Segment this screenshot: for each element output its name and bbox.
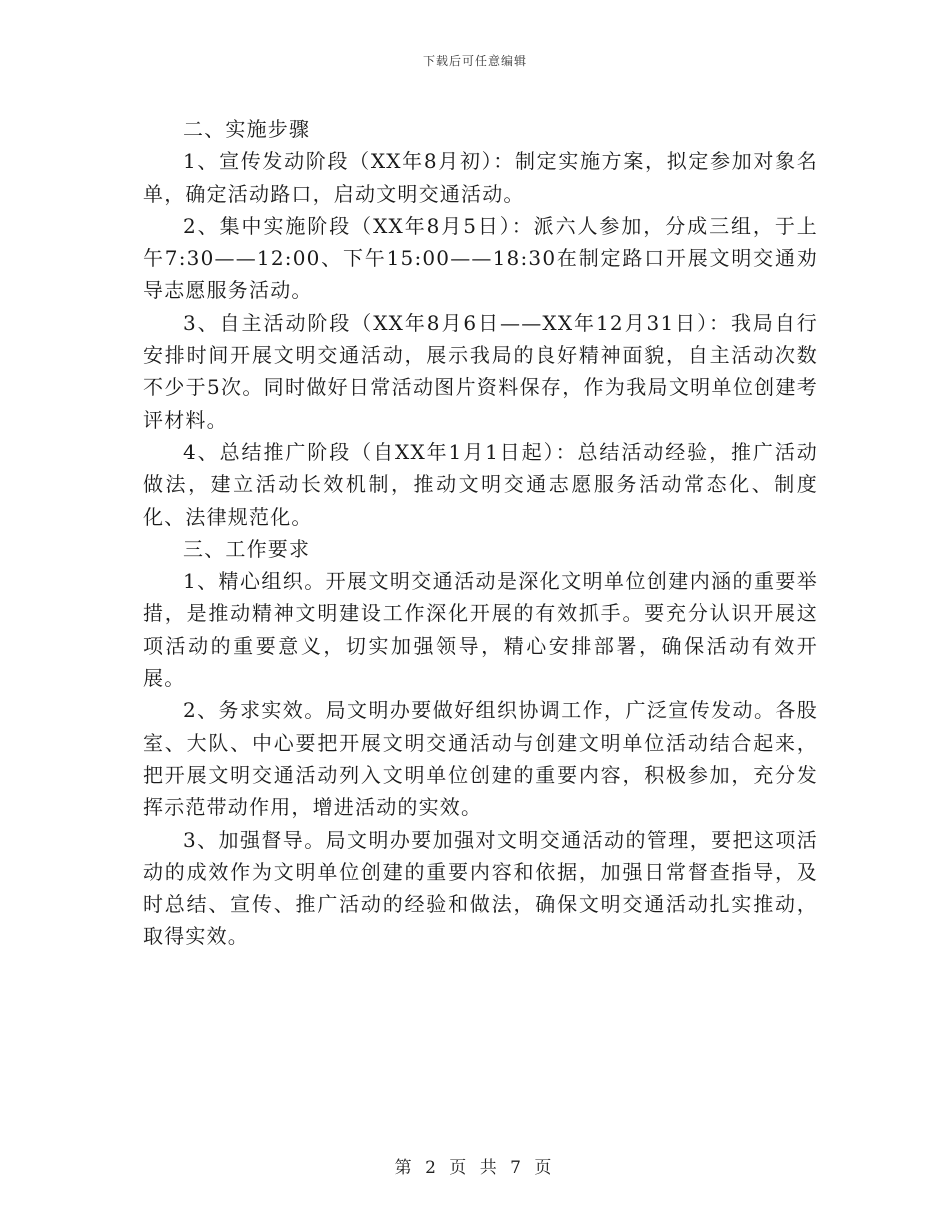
step-paragraph-4: 4、总结推广阶段（自XX年1月1日起）：总结活动经验，推广活动做法，建立活动长效机制，推动文明交通志愿服务活动常态化、制度化、法律规范化。 [143,439,818,529]
step-paragraph-3: 3、自主活动阶段（XX年8月6日——XX年12月31日）：我局自行安排时间开展文明交通活动，展示我局的良好精神面貌，自主活动次数不少于5次。同时做好日常活动图片资料保存，作为我局文明单位创建考评材料。 [143,310,818,432]
section-heading-steps: 二、实施步骤 [183,117,311,141]
requirement-paragraph-1: 1、精心组织。开展文明交通活动是深化文明单位创建内涵的重要举措，是推动精神文明建设工作深化开展的有效抓手。要充分认识开展这项活动的重要意义，切实加强领导，精心安排部署，确保活动有效开展。 [143,569,818,691]
requirement-paragraph-2: 2、务求实效。局文明办要做好组织协调工作，广泛宣传发动。各股室、大队、中心要把开展文明交通活动与创建文明单位活动结合起来，把开展文明交通活动列入文明单位创建的重要内容，积极参加，充分发挥示范带动作用，增进活动的实效。 [143,698,818,820]
document-body [143,113,818,953]
page-number: 第 2 页 共 7 页 [394,1158,556,1178]
step-paragraph-2: 2、集中实施阶段（XX年8月5日）：派六人参加，分成三组，于上午7:30——12:00、下午15:00——18:30在制定路口开展文明交通劝导志愿服务活动。 [143,213,818,303]
page-header: 下载后可任意编辑 [422,54,527,68]
step-paragraph-1: 1、宣传发动阶段（XX年8月初）：制定实施方案，拟定参加对象名单，确定活动路口，启动文明交通活动。 [143,149,818,206]
requirement-paragraph-3: 3、加强督导。局文明办要加强对文明交通活动的管理，要把这项活动的成效作为文明单位创建的重要内容和依据，加强日常督查指导，及时总结、宣传、推广活动的经验和做法，确保文明交通活动扎实推动，取得实效。 [143,827,818,949]
section-heading-requirements: 三、工作要求 [183,536,311,561]
